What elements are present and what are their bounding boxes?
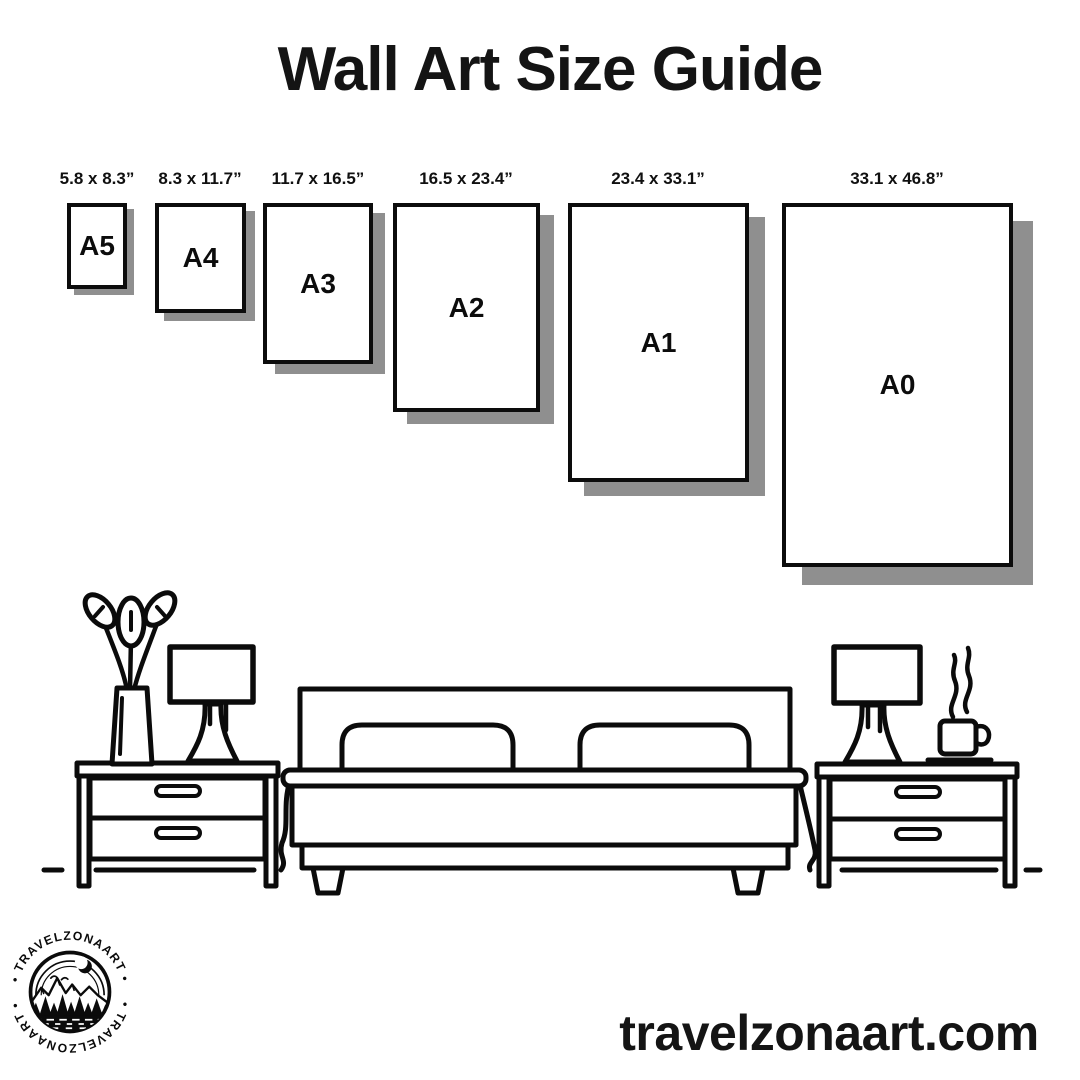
bedroom-illustration [0, 578, 1080, 898]
dimension-label-a3: 11.7 x 16.5” [271, 169, 365, 188]
poster-box-a1 [568, 203, 749, 482]
dimension-label-a5: 5.8 x 8.3” [59, 169, 135, 188]
vase [112, 688, 152, 764]
nightstand-right-top [817, 764, 1017, 777]
size-label-a1: A1 [640, 326, 677, 358]
table-lamp-right [834, 647, 920, 762]
poster-box-a0 [782, 203, 1013, 567]
bed-illustration [281, 689, 815, 893]
dimension-label-a0: 33.1 x 46.8” [850, 169, 944, 188]
blanket-front [292, 786, 796, 845]
drawer-handle [896, 829, 940, 839]
plant-icon [79, 587, 180, 764]
bed-foot-left [313, 868, 343, 893]
page-title: Wall Art Size Guide [277, 35, 823, 104]
cup-body [940, 721, 976, 754]
lamp-shade [834, 647, 920, 703]
lamp-shade [170, 647, 253, 702]
size-label-a0: A0 [879, 369, 916, 400]
poster-box-a3 [263, 203, 373, 364]
size-label-a5: A5 [79, 230, 115, 261]
brand-logo [6, 928, 134, 1056]
drawer-handle [156, 828, 200, 838]
drawer-handle [156, 786, 200, 796]
lamp-base [188, 704, 237, 761]
table-lamp-left [170, 647, 253, 761]
bed-foot-right [733, 868, 763, 893]
coffee-cup-icon [928, 648, 991, 760]
nightstand-left-top [77, 763, 278, 776]
size-label-a2: A2 [448, 291, 485, 323]
logo-ring-text-bottom: • TRAVELZONAART • [7, 1000, 133, 1056]
size-label-a3: A3 [300, 267, 336, 299]
poster-box-a5 [67, 203, 127, 289]
dimension-label-a2: 16.5 x 23.4” [419, 169, 513, 188]
website-url: travelzonaart.com [619, 1005, 1039, 1061]
poster-box-a2 [393, 203, 540, 412]
size-label-a4: A4 [182, 242, 219, 273]
drawer-handle [896, 787, 940, 797]
dimension-label-a1: 23.4 x 33.1” [611, 169, 705, 188]
lamp-base [845, 705, 900, 762]
blanket-drape-left [281, 781, 290, 870]
bed-base [302, 845, 788, 868]
poster-box-a4 [155, 203, 246, 313]
logo-ring-text-top: • TRAVELZONAART • [7, 928, 133, 984]
dimension-label-a4: 8.3 x 11.7” [158, 169, 242, 188]
blanket-drape-right [799, 781, 815, 870]
